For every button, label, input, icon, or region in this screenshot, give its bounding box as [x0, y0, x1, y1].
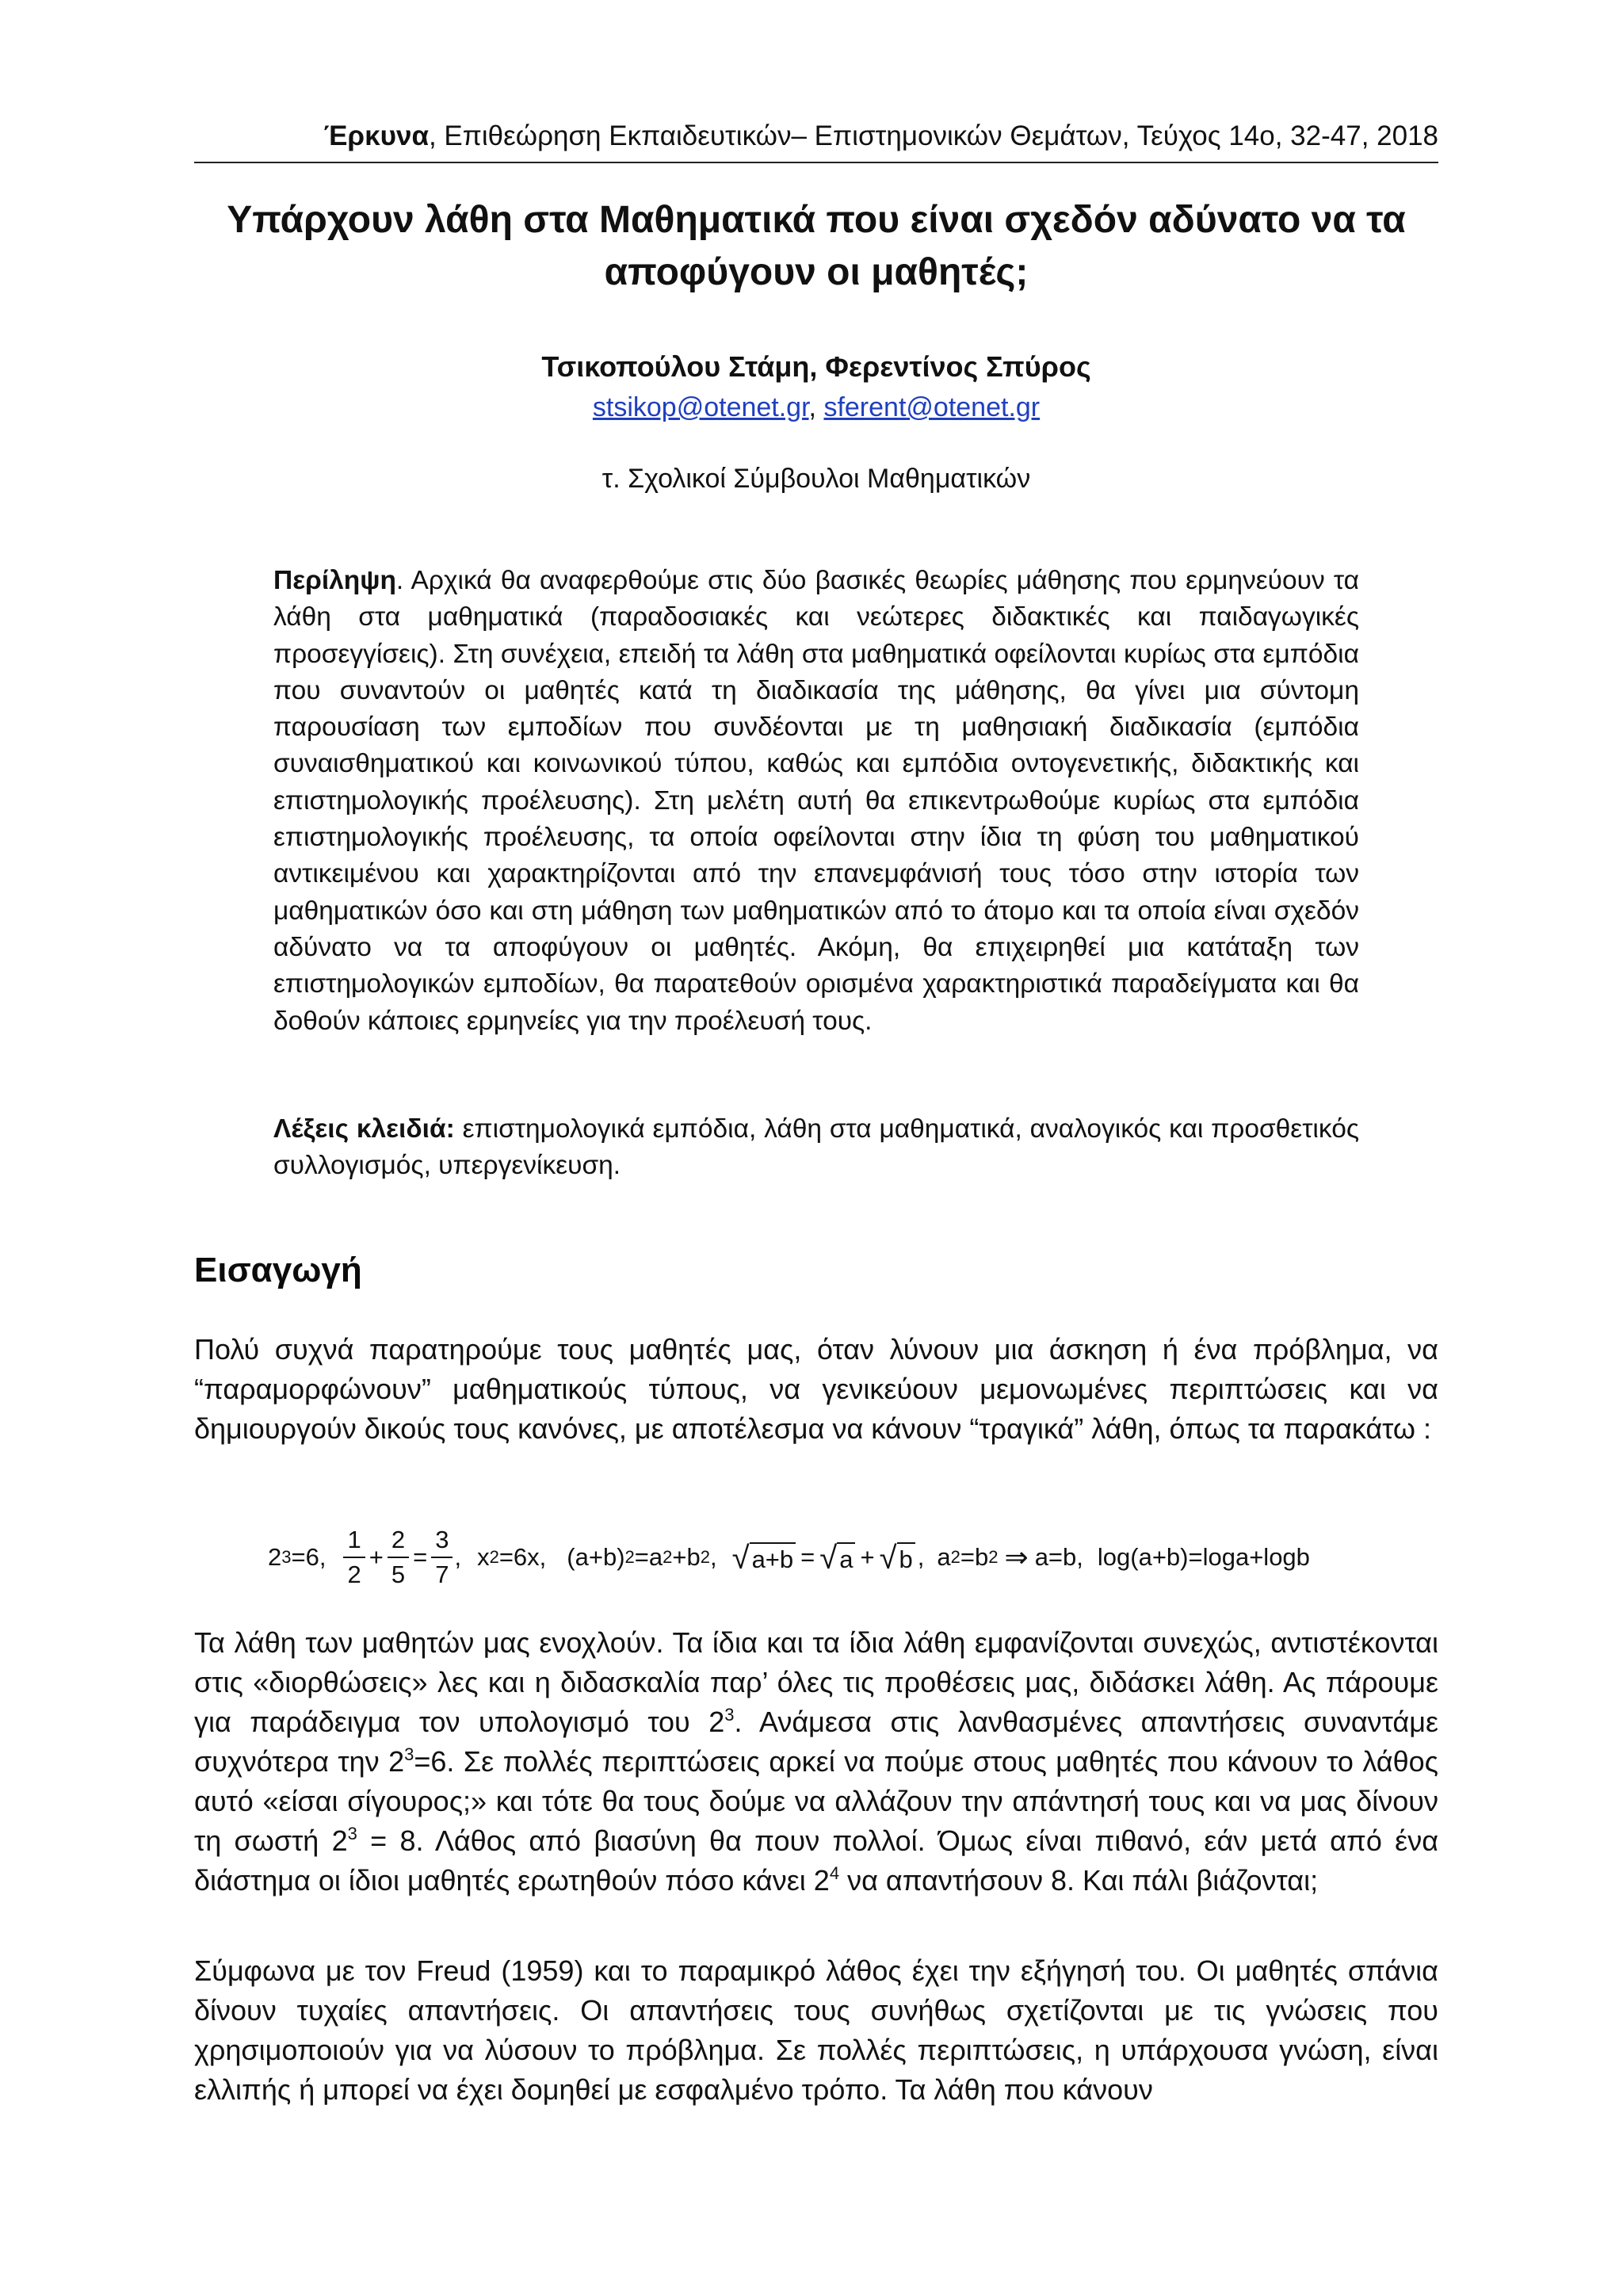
paragraph-text: Τα λάθη των μαθητών μας ενοχλούν. Τα ίδια και τα ίδια λάθη εμφανίζονται συνεχώς, αντιστέκονται στις «διορθώσεις» λες και η διδασκαλία παρ’ όλες τις προθέσεις μας, διδάσκει λάθη. Ας πάρουμε για παράδειγμα τον υπολογισμό του 2 [194, 1626, 1438, 1738]
error-examples-formula [268, 1518, 1433, 1597]
exponent: 3 [404, 1744, 414, 1764]
formula-square-error: x 2 =6x, [477, 1543, 547, 1571]
plus-sign: + [369, 1543, 384, 1571]
formula-text: (a+b) [567, 1543, 625, 1571]
radical-sign: √ [731, 1541, 750, 1576]
affiliation: τ. Σχολικοί Σύμβουλοι Μαθηματικών [601, 464, 1031, 494]
formula-text: 2 [268, 1543, 282, 1571]
square-root [732, 1539, 796, 1576]
section-heading-introduction: Εισαγωγή [194, 1251, 362, 1289]
formula-text: log(a+b)=loga+logb [1097, 1543, 1310, 1571]
radicand: a+b [750, 1542, 796, 1576]
paragraph-text: =6. Σε πολλές περιπτώσεις αρκεί να πούμε στους μαθητές που κάνουν το λάθος αυτό «είσαι σίγουρος;» και τότε θα τους δούμε να αλλάζουν την απάντησή τους και να μας δίνουν τη σωστή 2 [194, 1745, 1438, 1857]
square-root [819, 1539, 855, 1576]
abstract-text: . Αρχικά θα αναφερθούμε στις δύο βασικές θεωρίες μάθησης που ερμηνεύουν τα λάθη στα μαθηματικά (παραδοσιακές και νεώτερες διδακτικές και παιδαγωγικές προσεγγίσεις). Στη συνέχεια, επειδή τα λάθη στα μαθηματικά οφείλονται κυρίως στα εμπόδια που συναντούν οι μαθητές κατά τη διαδικασία της μάθησης, θα γίνει μια σύντομη παρουσίαση των εμποδίων που συνδέονται με τη μαθησιακή διαδικασία (εμπόδια συναισθηματικού και κοινωνικού τύπου, καθώς και εμπόδια οντογενετικής, διδακτικής και επιστημολογικής προέλευσης). Στη μελέτη αυτή θα επικεντρωθούμε κυρίως στα εμπόδια επιστημολογικής προέλευσης, τα οποία οφείλονται στην ίδια τη φύση του μαθηματικού αντικειμένου και χαρακτηρίζονται από την επανεμφάνισή τους τόσο στην ιστορία των μαθηματικών όσο και στη μάθηση των μαθηματικών από το άτομο και τα οποία είναι σχεδόν αδύνατο να τα αποφύγουν οι μαθητές. Ακόμη, θα επιχειρηθεί μια κατάταξη των επιστημολογικών εμποδίων, θα παρατεθούν ορισμένα χαρακτηριστικά παραδείγματα και θα δοθούν κάποιες ερμηνείες για την προέλευσή τους. [273, 566, 1359, 1036]
intro-paragraph-1: Πολύ συχνά παρατηρούμε τους μαθητές μας, όταν λύνουν μια άσκηση ή ένα πρόβλημα, να “παραμορφώνουν” μαθηματικούς τύπους, να γενικεύουν μεμονωμένες περιπτώσεις και να δημιουργούν δικούς τους κανόνες, με αποτέλεσμα να κάνουν “τραγικά” λάθη, όπως τα παρακάτω : [194, 1333, 1438, 1445]
formula-text: =6, [291, 1543, 327, 1571]
abstract [273, 563, 1359, 1040]
formula-text: a=b, [1034, 1543, 1083, 1571]
journal-name: Έρκυνα [323, 120, 429, 151]
equals-sign: = [800, 1543, 815, 1571]
fraction [388, 1523, 409, 1591]
intro-paragraph-3: Σύμφωνα με τον Freud (1959) και το παραμικρό λάθος έχει την εξήγησή του. Οι μαθητές σπάνια δίνουν τυχαίες απαντήσεις. Οι απαντήσεις τους συνήθως σχετίζονται με τις γνώσεις που χρησιμοποιούν για να λύσουν το πρόβλημα. Σε πολλές περιπτώσεις, η υπάρχουσα γνώση, είναι ελλιπής ή μπορεί να έχει δομηθεί με εσφαλμένο τρόπο. Τα λάθη που κάνουν [194, 1954, 1438, 2106]
formula-log-error [1098, 1543, 1310, 1572]
formula-sqrt-error [730, 1539, 925, 1576]
intro-paragraph-2 [194, 1623, 1438, 1901]
keywords [273, 1111, 1359, 1184]
email-separator: , [808, 392, 824, 422]
equals-sign: = [413, 1543, 428, 1571]
abstract-label: Περίληψη [273, 566, 396, 595]
formula-fraction-error [342, 1523, 461, 1591]
plus-sign: + [860, 1543, 875, 1571]
formula-power-error: 2 3 =6, [268, 1543, 327, 1571]
keywords-label: Λέξεις κλειδιά: [273, 1114, 455, 1144]
journal-details: , Επιθεώρηση Εκπαιδευτικών– Επιστημονικών Θεμάτων, Τεύχος 14ο, 32-47, 2018 [428, 120, 1438, 151]
implies-arrow-icon: ⇒ [1004, 1541, 1029, 1573]
paper-title: Υπάρχουν λάθη στα Μαθηματικά που είναι σχεδόν αδύνατο να τα αποφύγουν οι μαθητές; [227, 199, 1406, 293]
formula-text: =6x, [498, 1543, 547, 1571]
radicand: a [837, 1542, 855, 1576]
square-root [880, 1539, 915, 1576]
formula-implication-error: a 2 =b 2 ⇒ a=b, [937, 1541, 1083, 1573]
denominator: 2 [347, 1561, 361, 1588]
formula-text: , [917, 1543, 925, 1571]
running-header [194, 119, 1438, 154]
numerator: 2 [388, 1523, 409, 1558]
denominator: 5 [391, 1561, 406, 1588]
exponent: 3 [347, 1824, 357, 1843]
paragraph-text: . Ανάμεσα στις λανθασμένες απαντήσεις συναντάμε συχνότερα την 2 [194, 1706, 1438, 1778]
email-link-stsikop[interactable]: stsikop@otenet.gr [592, 392, 809, 422]
author-emails [194, 390, 1438, 425]
exponent: 3 [724, 1705, 735, 1725]
formula-text: x [477, 1543, 490, 1571]
radicand: b [897, 1542, 915, 1576]
paragraph-text: να απαντήσουν 8. Και πάλι βιάζονται; [839, 1864, 1319, 1897]
authors: Τσικοπούλου Στάμη, Φερεντίνος Σπύρος [541, 350, 1091, 383]
email-link-sferent[interactable]: sferent@otenet.gr [823, 392, 1041, 422]
formula-text: +b [672, 1543, 701, 1571]
formula-binomial-error: (a+b) 2 =a 2 +b 2 , [567, 1543, 717, 1571]
fraction [343, 1523, 365, 1591]
radical-sign: √ [879, 1541, 897, 1576]
fraction [431, 1523, 453, 1591]
formula-text: , [709, 1543, 717, 1571]
formula-text: =a [634, 1543, 663, 1571]
keywords-text: επιστημολογικά εμπόδια, λάθη στα μαθηματικά, αναλογικός και προσθετικός συλλογισμός, υπεργενίκευση. [273, 1114, 1359, 1180]
exponent: 4 [829, 1863, 840, 1883]
header-rule [194, 162, 1438, 163]
paragraph-text: = 8. Λάθος από βιασύνη θα πουν πολλοί. Όμως είναι πιθανό, εάν μετά από ένα διάστημα οι ίδιοι μαθητές ερωτηθούν πόσο κάνει 2 [194, 1824, 1439, 1897]
radical-sign: √ [819, 1541, 838, 1576]
formula-text: a [937, 1543, 951, 1571]
numerator: 3 [431, 1523, 453, 1558]
denominator: 7 [435, 1561, 449, 1588]
formula-text: , [454, 1543, 462, 1571]
formula-text: =b [960, 1543, 989, 1571]
numerator: 1 [343, 1523, 365, 1558]
